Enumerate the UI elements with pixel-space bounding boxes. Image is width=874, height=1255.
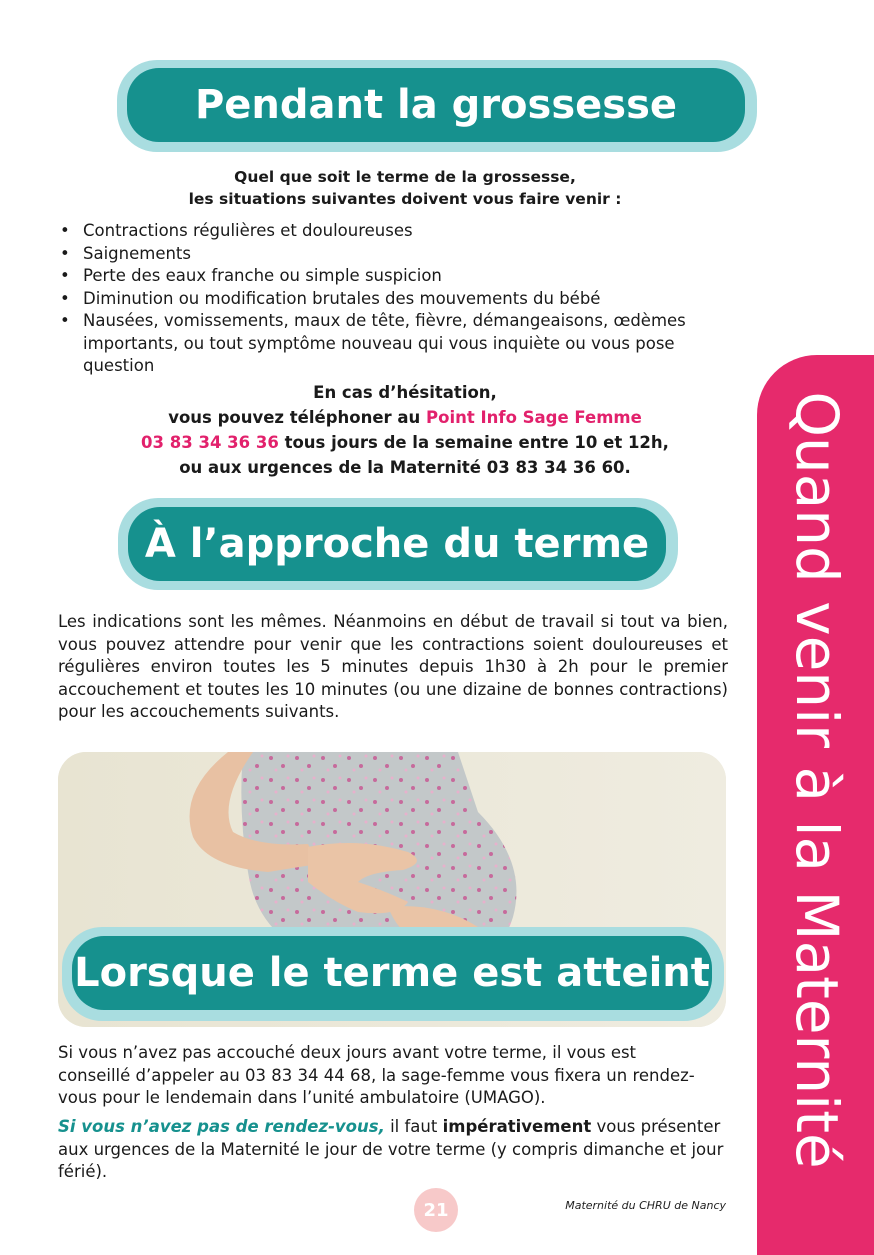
point-info-phone: 03 83 34 36 36 (141, 433, 279, 452)
symptom-list (58, 220, 728, 378)
contact-line-1: En cas d’hésitation, (313, 383, 497, 402)
atteint-rest: vous présenter aux urgences de la Maternité le jour de votre terme (y compris dimanche et jour férié). (58, 1117, 724, 1181)
section-title-pendant: Pendant la grossesse (127, 68, 745, 142)
intro-line-1: Quel que soit le terme de la grossesse, (234, 168, 576, 186)
section-title-approche: À l’approche du terme (128, 507, 666, 581)
list-item: • Nausées, vomissements, maux de tête, fièvre, démangeaisons, œdèmes importants, ou tout symptôme nouveau qui vous inquiète ou vous pose question (58, 310, 728, 378)
intro-line-2: les situations suivantes doivent vous faire venir : (188, 190, 622, 208)
point-info-label: Point Info Sage Femme (426, 408, 642, 427)
sidebar-title: Quand venir à la Maternité (783, 391, 851, 1169)
intro-text (60, 166, 750, 210)
list-item: • Saignements (58, 243, 728, 266)
contact-hours: tous jours de la semaine entre 10 et 12h, (278, 433, 669, 452)
list-item: • Contractions régulières et douloureuses (58, 220, 728, 243)
footer-source: Maternité du CHRU de Nancy (565, 1199, 726, 1212)
contact-line-2 (60, 405, 750, 430)
section-title-atteint: Lorsque le terme est atteint (72, 936, 712, 1010)
contact-info (60, 380, 750, 480)
atteint-paragraph-1: Si vous n’avez pas accouché deux jours avant votre terme, il vous est conseillé d’appeler au 03 83 34 44 68, la sage-femme vous fixera un rendez-vous pour le lendemain dans l’unité ambulatoire (UMAGO). (58, 1043, 695, 1107)
atteint-mid: il faut (384, 1117, 443, 1136)
atteint-paragraph-2 (58, 1116, 726, 1184)
contact-prefix: vous pouvez téléphoner au (168, 408, 427, 427)
contact-line-4: ou aux urgences de la Maternité 03 83 34 36 60. (179, 458, 631, 477)
page-number-badge: 21 (414, 1188, 458, 1232)
contact-line-3 (60, 430, 750, 455)
no-appointment-emphasis: Si vous n’avez pas de rendez-vous, (58, 1117, 385, 1136)
imperatively-bold: impérativement (442, 1117, 592, 1136)
list-item: • Perte des eaux franche ou simple suspicion (58, 265, 728, 288)
list-item: • Diminution ou modification brutales des mouvements du bébé (58, 288, 728, 311)
approche-paragraph: Les indications sont les mêmes. Néanmoins en début de travail si tout va bien, vous pouvez attendre pour venir que les contractions soient douloureuses et régulières environ toutes les 5 minutes depuis 1h30 à 2h pour le premier accouchement et toutes les 10 minutes (ou une dizaine de bonnes contractions) pour les accouchements suivants. (58, 612, 728, 721)
